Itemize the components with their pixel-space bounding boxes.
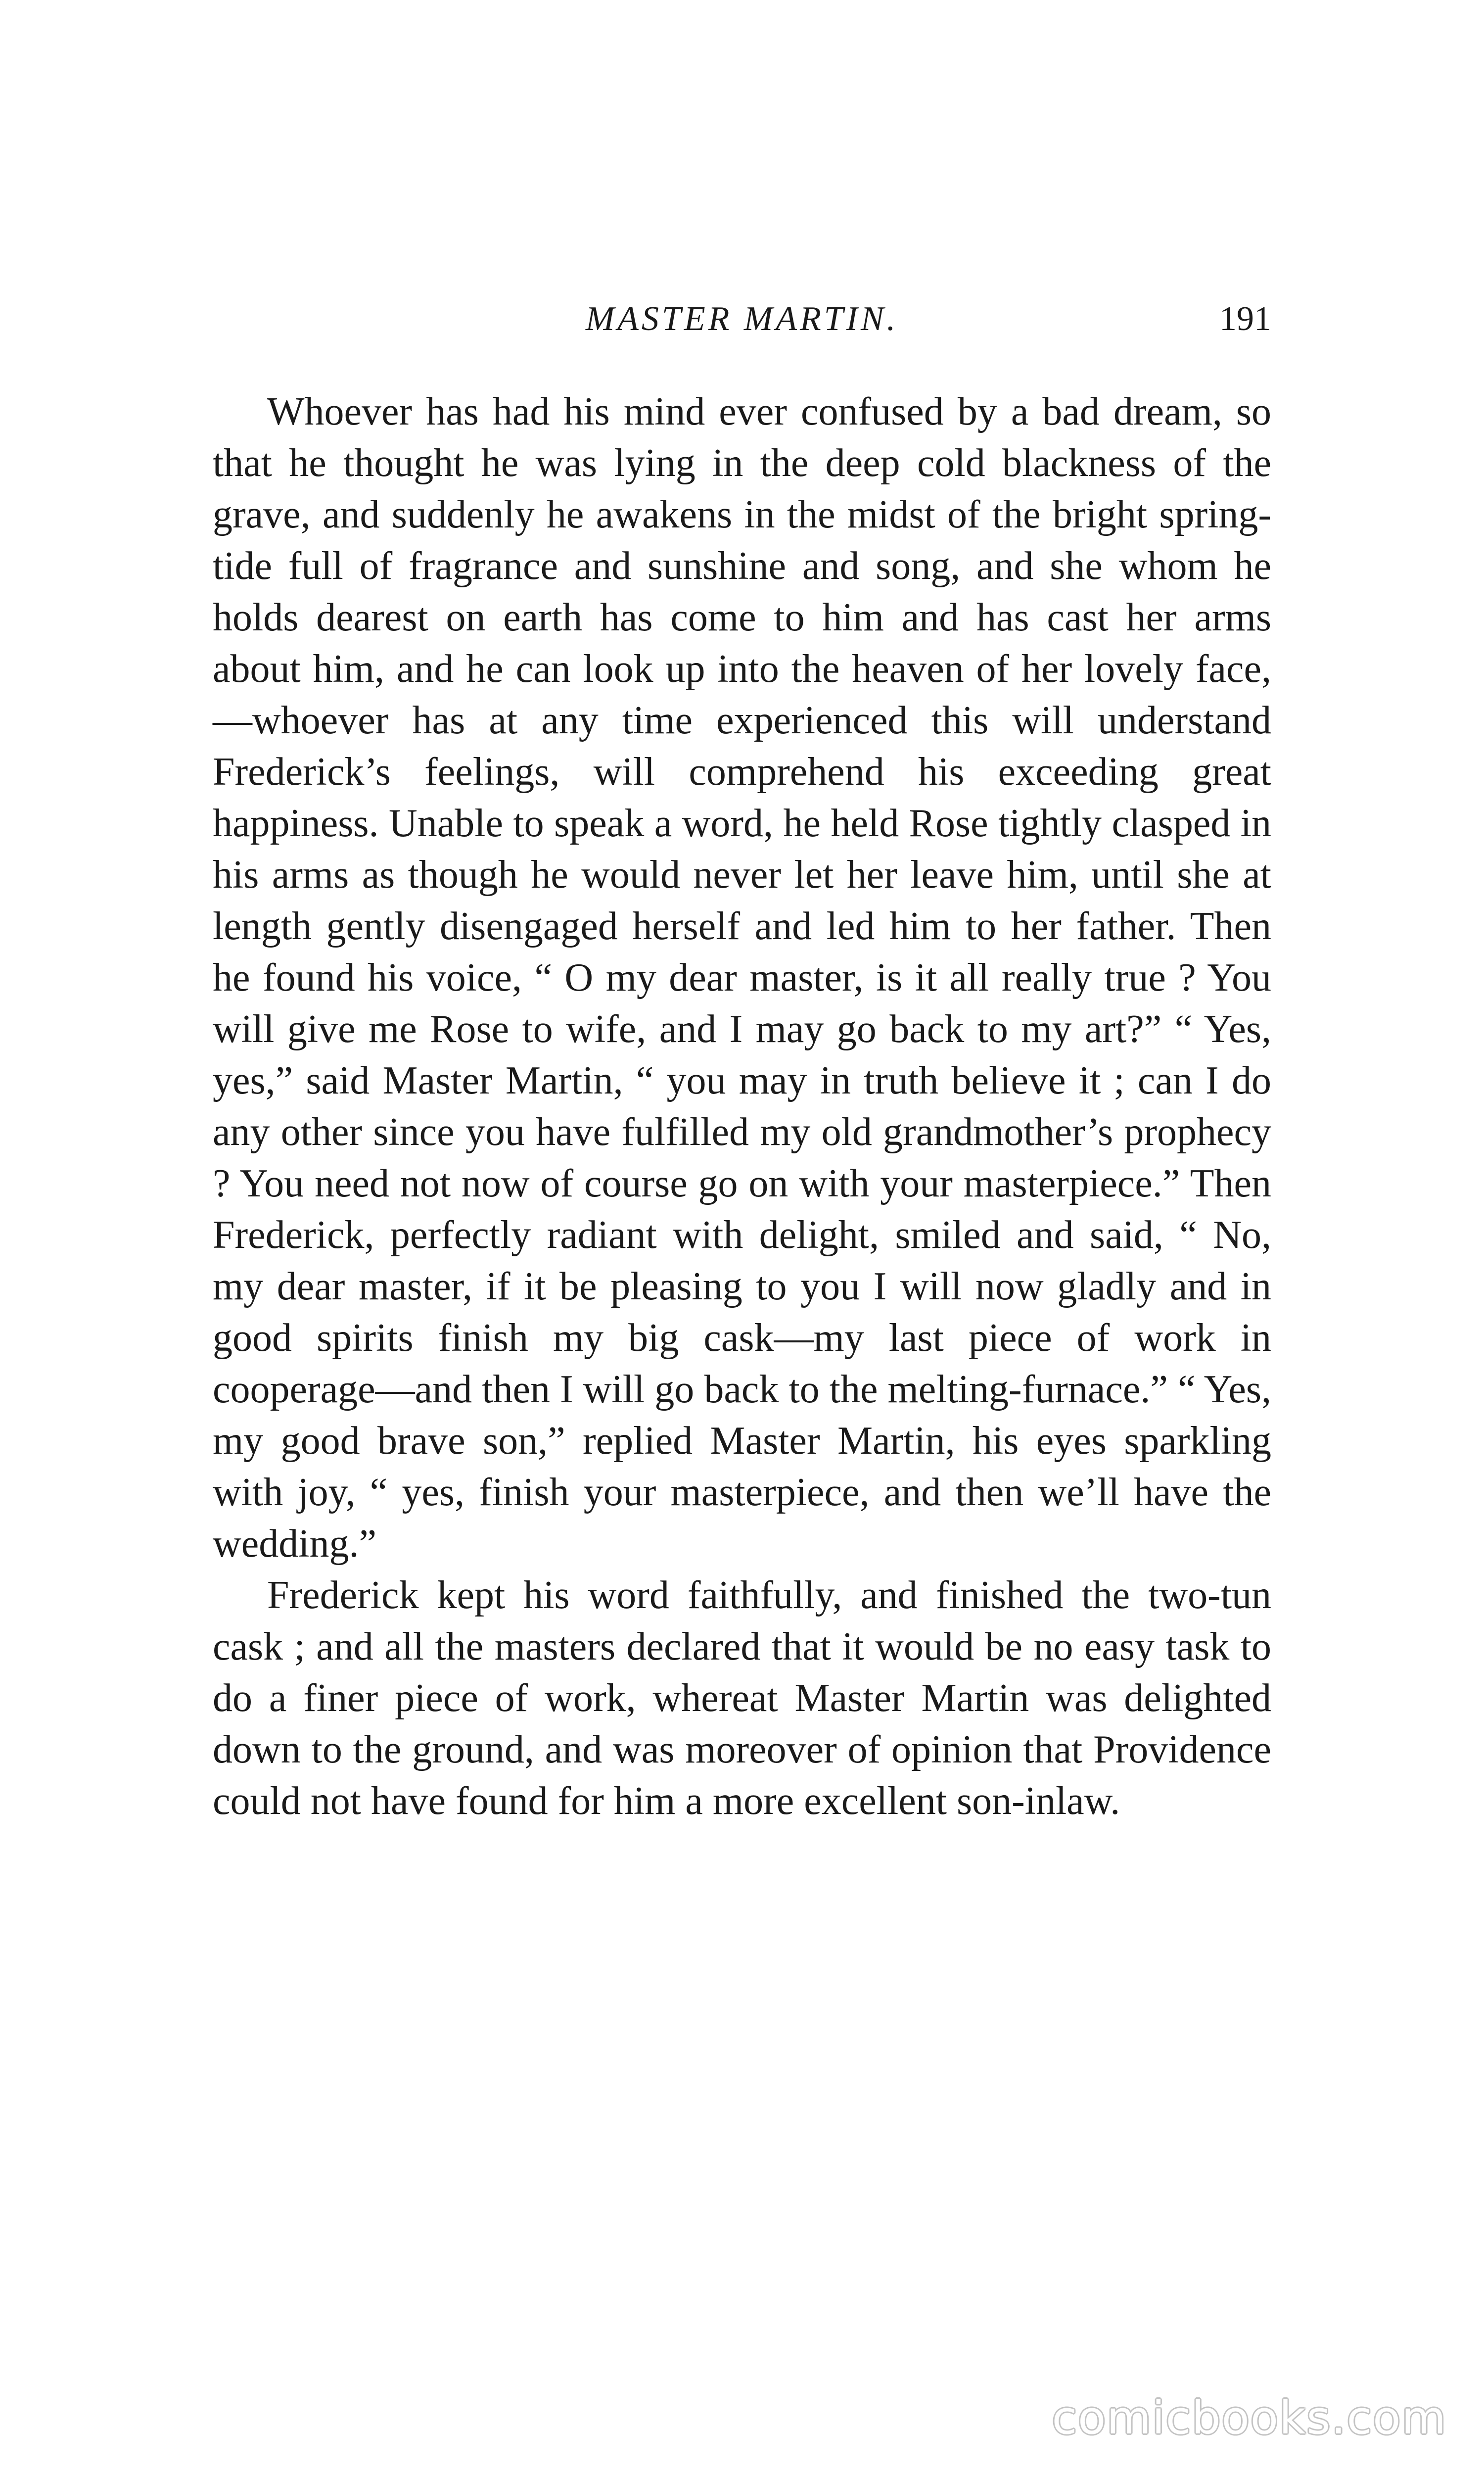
paragraph-1: Whoever has had his mind ever confused by a bad dream, so that he thought he was lying in the deep cold blackness of the grave, and suddenly he awakens in the midst of the bright spring-tide full of fragrance and sunshine and song, and she whom he holds dearest on earth has come to him and has cast her arms about him, and he can look up into the heaven of her lovely face, —whoever has at any time experienced this will understand Frederick’s feelings, will comprehend his exceeding great happiness. Unable to speak a word, he held Rose tightly clasped in his arms as though he would never let her leave him, until she at length gently disengaged herself and led him to her father. Then he found his voice, “ O my dear master, is it all really true ? You will give me Rose to wife, and I may go back to my art?” “ Yes, yes,” said Master Martin, “ you may in truth believe it ; can I do any other since you have fulfilled my old grandmother’s prophecy ? You need not now of course go on with your masterpiece.” Then Frederick, perfectly radiant with delight, smiled and said, “ No, my dear master, if it be pleasing to you I will now gladly and in good spirits finish my big cask—my last piece of work in cooperage—and then I will go back to the melting-furnace.” “ Yes, my good brave son,” replied Master Martin, his eyes sparkling with joy, “ yes, finish your masterpiece, and then we’ll have the wedding.” — [213, 390, 1271, 1566]
running-head — [213, 292, 1271, 346]
paragraph-2: Frederick kept his word faithfully, and finished the two-tun cask ; and all the masters declared that it would be no easy task to do a finer piece of work, whereat Master Martin was delighted down to the ground, and was moreover of opinion that Providence could not have found for him a more excellent son-inlaw. — [213, 1573, 1271, 1823]
watermark: comicbooks.com — [1052, 2391, 1447, 2444]
body-text — [213, 386, 1271, 1827]
running-title: MASTER MARTIN. — [585, 300, 899, 338]
page-number: 191 — [1219, 300, 1271, 338]
